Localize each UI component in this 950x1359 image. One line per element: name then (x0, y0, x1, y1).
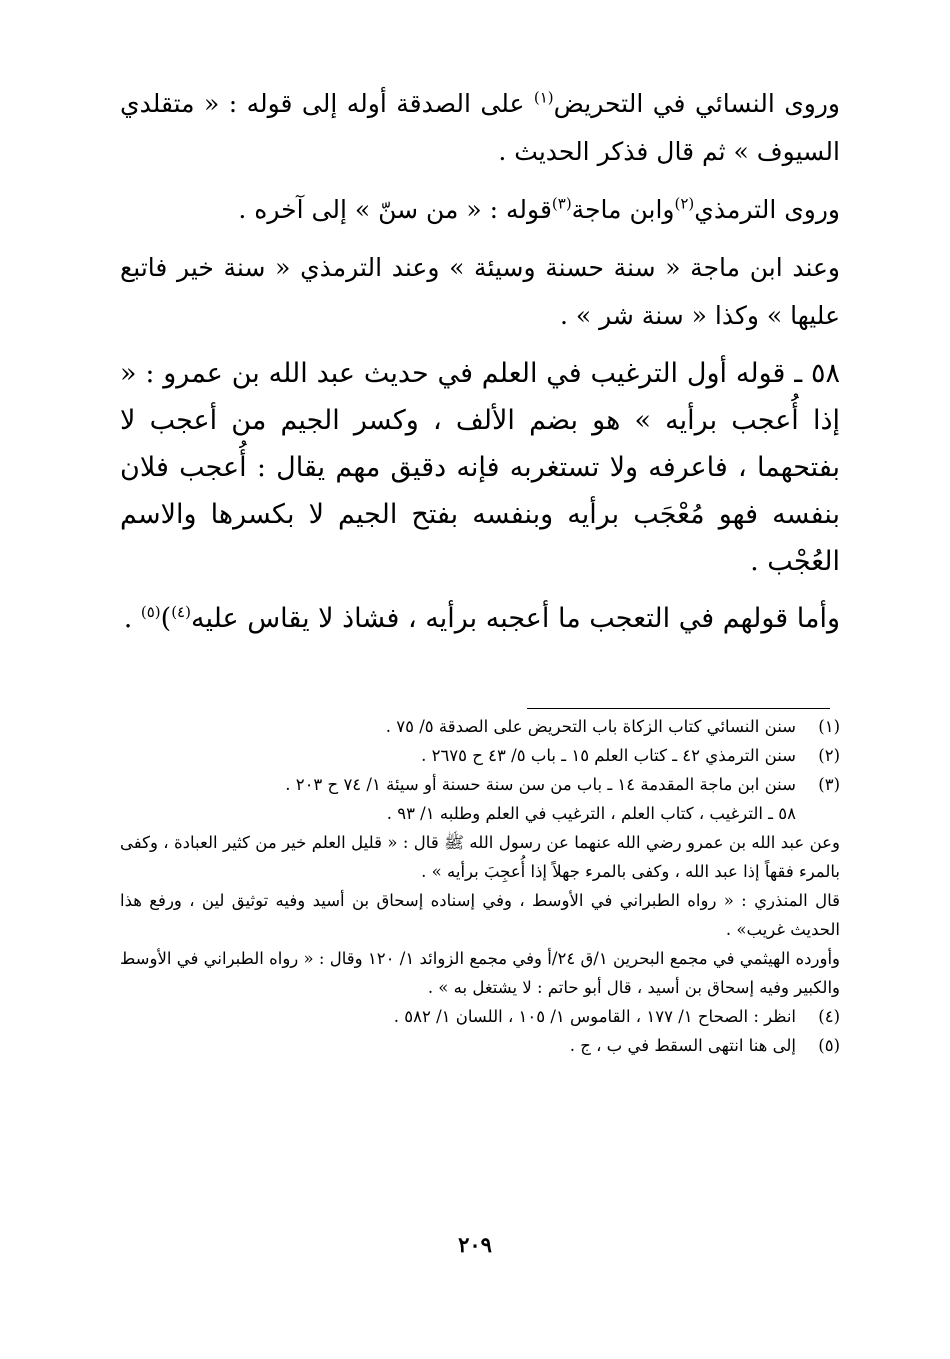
footnote-text: سنن ابن ماجة المقدمة ١٤ ـ باب من سن سنة حسنة أو سيئة ١/ ٧٤ ح ٢٠٣ . (285, 775, 796, 794)
footnote-5 (120, 1031, 840, 1060)
footnote-number: (٢) (818, 746, 840, 765)
paragraph-tirmidhi: وروى الترمذي$^{(٢)}$وابن ماجة$^{(٣)}$قوله : « من سنّ » إلى آخره . (238, 194, 840, 224)
footnotes-section (120, 712, 840, 1060)
footnote-ref-5[interactable]: (٥) (140, 603, 161, 621)
footnote-text: سنن الترمذي ٤٢ ـ كتاب العلم ١٥ ـ باب ٥/ ٤٣ ح ٢٦٧٥ . (421, 746, 796, 765)
footnote-2 (120, 741, 840, 770)
footnote-58-mundhiri: قال المنذري : « رواه الطبراني في الأوسط ، وفي إسناده إسحاق بن أسيد وفيه توثيق لين ، ورفع هذا الحديث غريب» . (120, 891, 840, 939)
paragraph-nasai: وروى النسائي في التحريض$^{(١)}$ على الصدقة أوله إلى قوله : « متقلدي السيوف » ثم قال فذكر الحديث . (120, 88, 840, 166)
footnote-4 (120, 1002, 840, 1031)
footnote-58-hadith: وعن عبد الله بن عمرو رضي الله عنهما عن رسول الله ﷺ قال : « قليل العلم خير من كثير العبادة ، وكفى بالمرء فقهاً إذا عبد الله ، وكفى بالمرء جهلاً إذا أُعجِبَ برأيه » . (120, 833, 840, 881)
footnote-ref-4[interactable]: (٤) (171, 603, 191, 621)
main-text (120, 80, 840, 642)
footnote-ref-3[interactable]: (٣) (551, 194, 572, 213)
paragraph-58: ٥٨ ـ قوله أول الترغيب في العلم في حديث عبد الله بن عمرو : « إذا أُعجب برأيه » هو بضم الألف ، وكسر الجيم من أعجب لا بفتحهما ، فاعرفه ولا تستغربه فإنه دقيق مهم يقال : أُعجب فلان بنفسه فهو مُعْجَب برأيه وبنفسه بفتح الجيم لا بكسرها والاسم العُجْب . (120, 358, 840, 577)
footnote-3 (120, 770, 840, 799)
footnote-58-heading: ٥٨ ـ الترغيب ، كتاب العلم ، الترغيب في العلم وطلبه ١/ ٩٣ . (386, 804, 796, 823)
footnote-number: (٥) (818, 1036, 840, 1055)
footnote-text: إلى هنا انتهى السقط في ب ، ج . (569, 1036, 796, 1055)
footnote-text: سنن النسائي كتاب الزكاة باب التحريض على الصدقة ٥/ ٧٥ . (385, 717, 796, 736)
paragraph-taajjub: وأما قولهم في التعجب ما أعجبه برأيه ، فشاذ لا يقاس عليه$^{(٤)}$)$^{(٥)}$ . (123, 603, 840, 634)
footnote-separator (527, 708, 830, 709)
page-number: ٢٠٩ (458, 1232, 492, 1257)
footnote-text: انظر : الصحاح ١/ ١٧٧ ، القاموس ١/ ١٠٥ ، اللسان ١/ ٥٨٢ . (393, 1007, 796, 1026)
footnote-number: (١) (818, 717, 840, 736)
footnote-1 (120, 712, 840, 741)
footnote-ref-2[interactable]: (٢) (674, 194, 695, 213)
footnote-number: (٤) (818, 1007, 840, 1026)
footnote-number: (٣) (818, 775, 840, 794)
footnote-58-haythami: وأورده الهيثمي في مجمع البحرين ١/ق ٢٤/أ وفي مجمع الزوائد ١/ ١٢٠ وقال : « رواه الطبراني في الأوسط والكبير وفيه إسحاق بن أسيد ، قال أبو حاتم : لا يشتغل به » . (120, 949, 841, 997)
footnote-ref-1[interactable]: (١) (533, 88, 554, 107)
paragraph-ibn-majah: وعند ابن ماجة « سنة حسنة وسيئة » وعند الترمذي « سنة خير فاتبع عليها » وكذا « سنة شر » . (120, 253, 840, 330)
